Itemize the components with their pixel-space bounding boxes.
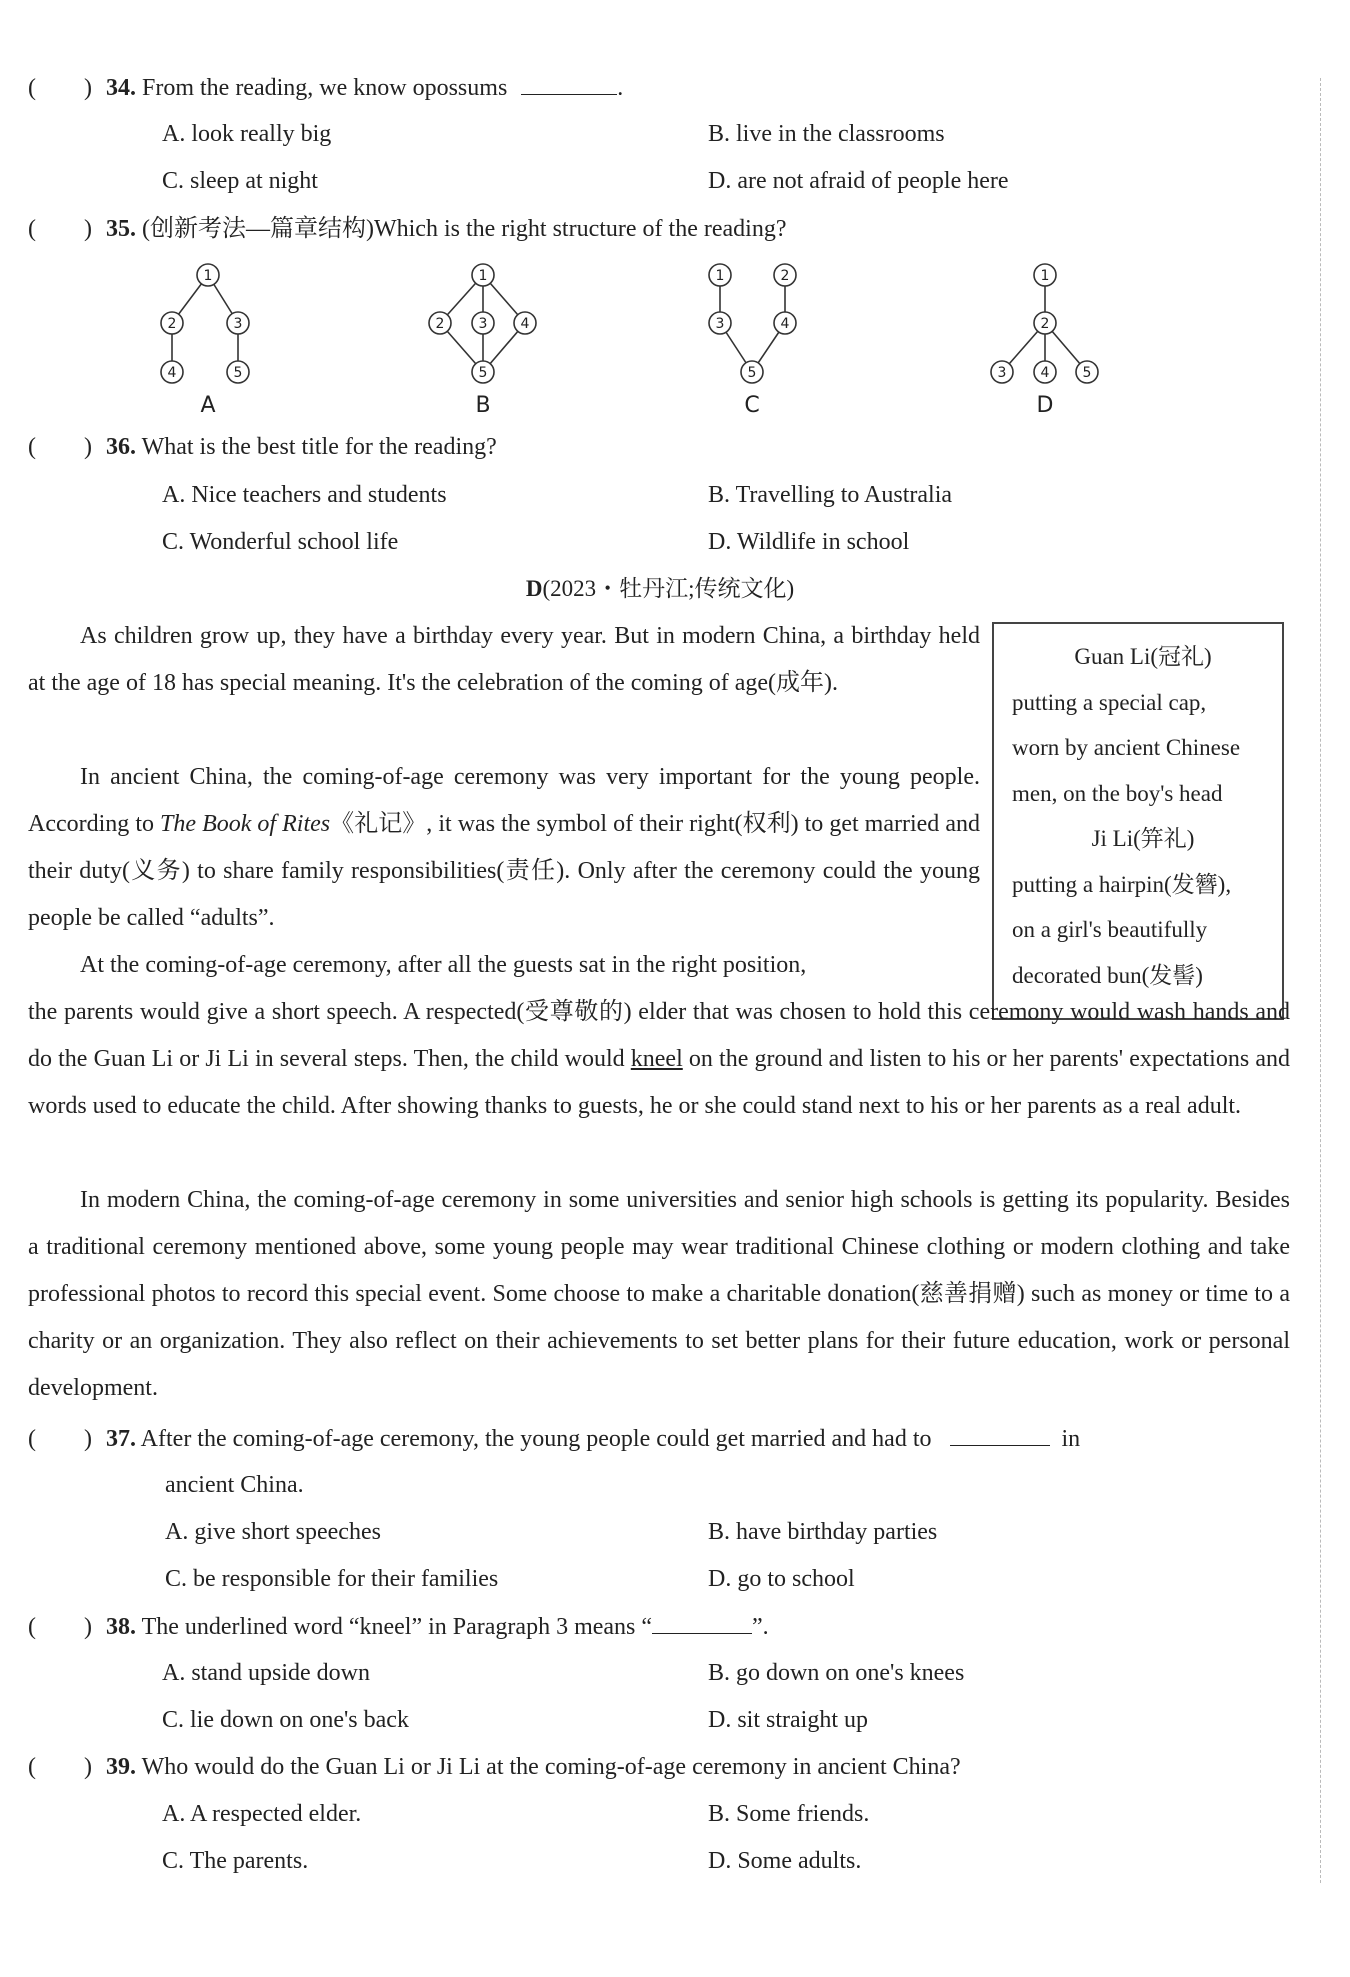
node-label: 4 [167,365,177,381]
option-34-b[interactable]: B. live in the classrooms [708,121,945,147]
answer-blank [652,1611,752,1634]
question-text: What is the best title for the reading? [141,434,497,460]
option-34-d[interactable]: D. are not afraid of people here [708,168,1009,194]
option-37-c[interactable]: C. be responsible for their families [165,1566,499,1592]
option-35-c[interactable]: C [744,393,760,418]
guan-li-title: Guan Li(冠礼) [1074,644,1212,669]
node-label: 2 [435,316,445,332]
node-label: 4 [1040,365,1050,381]
underlined-word: kneel [630,1046,683,1072]
option-38-c[interactable]: C. lie down on one's back [162,1707,409,1733]
paragraph-3-head: At the coming-of-age ceremony, after all the guests sat in the right position, [80,952,807,978]
option-38-d[interactable]: D. sit straight up [708,1707,868,1733]
node-label: 3 [478,316,488,332]
option-39-c[interactable]: C. The parents. [162,1848,309,1874]
question-34: ( ) 34. From the reading, we know opossums . [28,72,623,103]
option-38-b[interactable]: B. go down on one's knees [708,1660,965,1686]
node-label: 4 [520,316,530,332]
answer-paren[interactable]: ( ) [28,434,92,460]
option-38-a[interactable]: A. stand upside down [162,1660,370,1686]
question-number: 39. [105,1754,136,1780]
answer-paren[interactable]: ( ) [28,1754,92,1780]
answer-paren[interactable]: ( ) [28,1426,92,1452]
question-text: The underlined word “kneel” in Paragraph 3 means “ [141,1614,653,1640]
book-title: The Book of Rites [160,811,331,837]
option-36-a[interactable]: A. Nice teachers and students [162,482,447,508]
node-label: 2 [780,268,790,284]
node-label: 3 [715,316,725,332]
paragraph-4: In modern China, the coming-of-age ceremony in some universities and senior high schools is getting its popularity. Besides a traditional ceremony mentioned above, some young people may wear traditional Chinese clothing or modern clothing and take professional photos to record this special event. Some choose to make a charitable donation(慈善捐赠) such as money or time to a charity or an organization. They also reflect on their achievements to set better plans for their future education, work or personal development. [28,1187,1290,1401]
question-text: From the reading, we know opossums [141,75,508,101]
node-label: 5 [478,365,488,381]
node-label: 3 [997,365,1007,381]
question-37-continued: ancient China. [165,1472,304,1498]
question-text: After the coming-of-age ceremony, the young people could get married and had to [140,1426,932,1452]
question-38: ( ) 38. The underlined word “kneel” in Paragraph 3 means “ ”. [28,1611,769,1642]
question-number: 34. [105,75,136,101]
node-label: 3 [233,316,243,332]
answer-blank [950,1423,1050,1446]
question-text: (创新考法—篇章结构)Which is the right structure of the reading? [141,216,787,242]
structure-diagrams [0,0,1350,430]
paragraph-2: In ancient China, the coming-of-age ceremony was very important for the young people. According to The Book of Rites《礼记》, it was the symbol of their right(权利) to get married and their duty(义务) to share family responsibilities(责任). Only after the ceremony could the young people be called “adults”. [28,764,980,931]
node-label: 2 [1040,316,1050,332]
node-label: 4 [780,316,790,332]
node-label: 5 [747,365,757,381]
node-label: 1 [715,268,725,284]
option-36-d[interactable]: D. Wildlife in school [708,529,910,555]
node-label: 5 [1082,365,1092,381]
option-36-c[interactable]: C. Wonderful school life [162,529,399,555]
option-37-b[interactable]: B. have birthday parties [708,1519,938,1545]
question-39 [28,1752,961,1782]
answer-paren[interactable]: ( ) [28,75,92,101]
option-39-d[interactable]: D. Some adults. [708,1848,862,1874]
option-35-b[interactable]: B [475,393,491,418]
option-35-d[interactable]: D [1036,393,1054,418]
option-37-a[interactable]: A. give short speeches [165,1519,381,1545]
question-text: Who would do the Guan Li or Ji Li at the coming-of-age ceremony in ancient China? [141,1754,961,1780]
question-number: 38. [105,1614,136,1640]
option-35-a[interactable]: A [200,393,216,418]
question-number: 37. [105,1426,136,1452]
question-number: 35. [105,216,136,242]
info-box: Guan Li(冠礼) putting a special cap, worn by ancient Chinese men, on the boy's head Ji Li(笄礼) putting a hairpin(发簪), on a girl's beautifully decorated bun(发髻) [992,622,1284,1020]
section-heading: D(2023・牡丹江;传统文化) [525,576,795,601]
option-34-a[interactable]: A. look really big [162,121,332,147]
answer-paren[interactable]: ( ) [28,1614,92,1640]
paragraph-3: the parents would give a short speech. A respected(受尊敬的) elder that was chosen to hold this ceremony would wash hands and do the Guan Li or Ji Li in several steps. Then, the child would kneel on the ground and listen to his or her parents' expectations and words used to educate the child. After showing thanks to guests, he or she could stand next to his or her parents as a real adult. [28,999,1290,1119]
node-label: 2 [167,316,177,332]
option-34-c[interactable]: C. sleep at night [162,168,318,194]
question-number: 36. [105,434,136,460]
paragraph-1: As children grow up, they have a birthday every year. But in modern China, a birthday held at the age of 18 has special meaning. It's the celebration of the coming of age(成年). [28,623,980,696]
answer-paren[interactable]: ( ) [28,216,92,242]
question-36 [28,432,497,462]
option-39-a[interactable]: A. A respected elder. [162,1801,362,1827]
node-label: 1 [1040,268,1050,284]
node-label: 1 [478,268,488,284]
node-label: 5 [233,365,243,381]
ji-li-title: Ji Li(笄礼) [1091,826,1195,851]
option-37-d[interactable]: D. go to school [708,1566,855,1592]
option-39-b[interactable]: B. Some friends. [708,1801,870,1827]
question-37: ( ) 37. After the coming-of-age ceremony, the young people could get married and had to in [28,1423,1290,1454]
option-36-b[interactable]: B. Travelling to Australia [708,482,953,508]
node-label: 1 [203,268,213,284]
